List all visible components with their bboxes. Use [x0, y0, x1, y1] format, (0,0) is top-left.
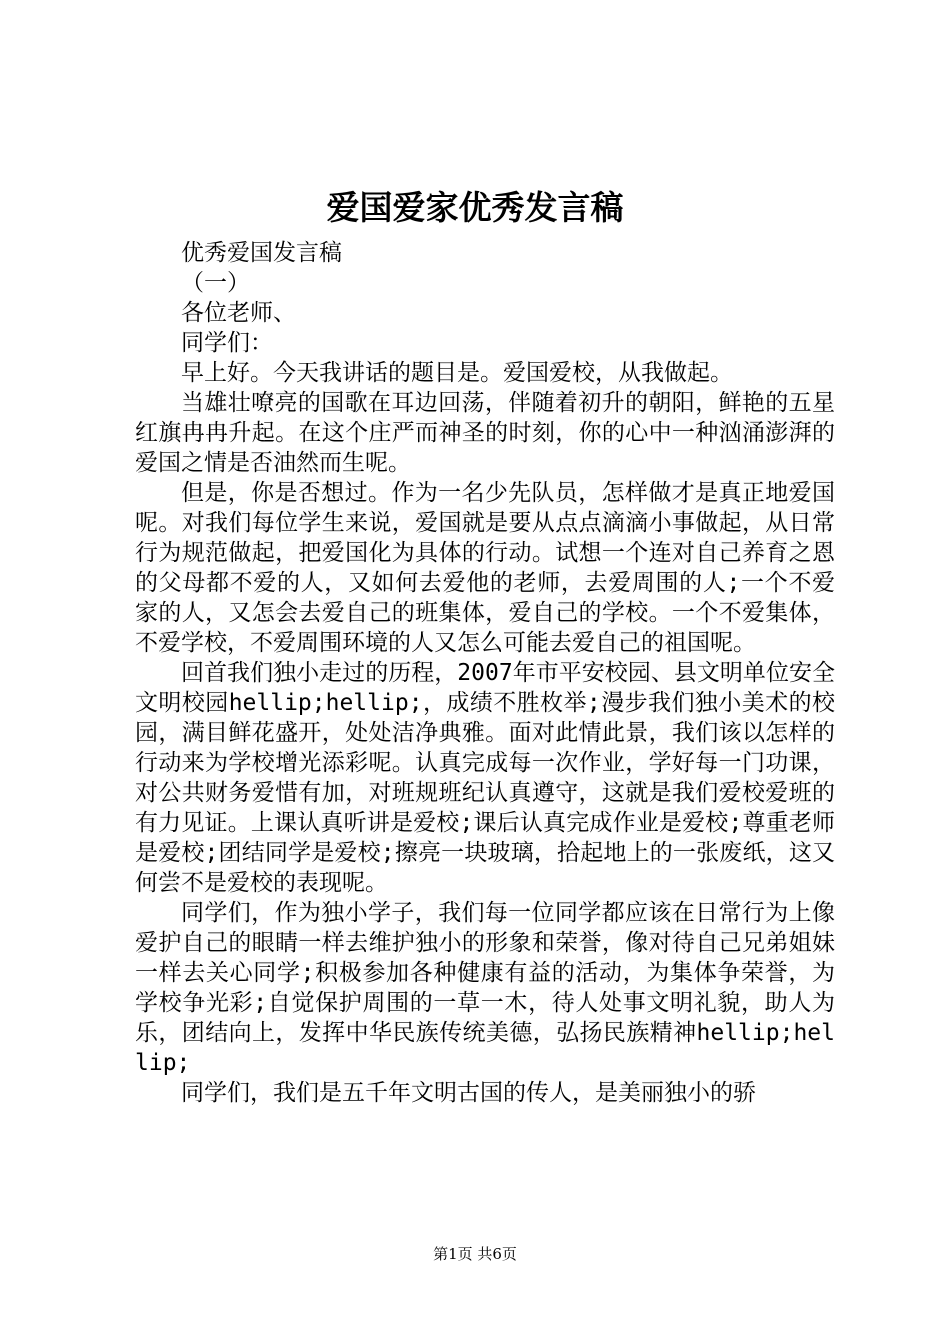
paragraph-anthem: 当雄壮嘹亮的国歌在耳边回荡，伴随着初升的朝阳，鲜艳的五星红旗冉冉升起。在这个庄严而神圣的时刻，你的心中一种汹涌澎湃的爱国之情是否油然而生呢。: [135, 390, 835, 476]
paragraph-patriotism: 但是，你是否想过。作为一名少先队员，怎样做才是真正地爱国呢。对我们每位学生来说，爱国就是要从点点滴滴小事做起，从日常行为规范做起，把爱国化为具体的行动。试想一个连对自己养育之恩的父母都不爱的人，又如何去爱他的老师，去爱周围的人;一个不爱家的人，又怎会去爱自己的班集体，爱自己的学校。一个不爱集体，不爱学校，不爱周围环境的人又怎么可能去爱自己的祖国呢。: [135, 480, 835, 656]
document-title: 爱国爱家优秀发言稿: [326, 188, 624, 227]
document-body: [135, 238, 835, 1108]
paragraph-salutation-teachers: 各位老师、: [181, 300, 296, 326]
paragraph-closing: 同学们，我们是五千年文明古国的传人，是美丽独小的骄: [181, 1080, 756, 1106]
paragraph-salutation-students: 同学们：: [181, 330, 273, 356]
paragraph-subtitle: 优秀爱国发言稿: [181, 240, 342, 266]
paragraph-greeting: 早上好。今天我讲话的题目是。爱国爱校，从我做起。: [181, 360, 733, 386]
paragraph-student-conduct: 同学们，作为独小学子，我们每一位同学都应该在日常行为上像爱护自己的眼睛一样去维护独小的形象和荣誉，像对待自己兄弟姐妹一样去关心同学;积极参加各种健康有益的活动，为集体争荣誉，为学校争光彩;自觉保护周围的一草一木，待人处事文明礼貌，助人为乐，团结向上，发挥中华民族传统美德，弘扬民族精神hellip;hellip;: [135, 900, 835, 1076]
paragraph-school-history: 回首我们独小走过的历程，2007年市平安校园、县文明单位安全文明校园hellip;hellip;，成绩不胜枚举;漫步我们独小美术的校园，满目鲜花盛开，处处洁净典雅。面对此情此景，我们该以怎样的行动来为学校增光添彩呢。认真完成每一次作业，学好每一门功课，对公共财务爱惜有加，对班规班纪认真遵守，这就是我们爱校爱班的有力见证。上课认真听讲是爱校;课后认真完成作业是爱校;尊重老师是爱校;团结同学是爱校;擦亮一块玻璃，拾起地上的一张废纸，这又何尝不是爱校的表现呢。: [135, 660, 835, 896]
page-footer: 第1页 共6页: [433, 1245, 517, 1263]
paragraph-section-number: （一）: [181, 270, 250, 296]
